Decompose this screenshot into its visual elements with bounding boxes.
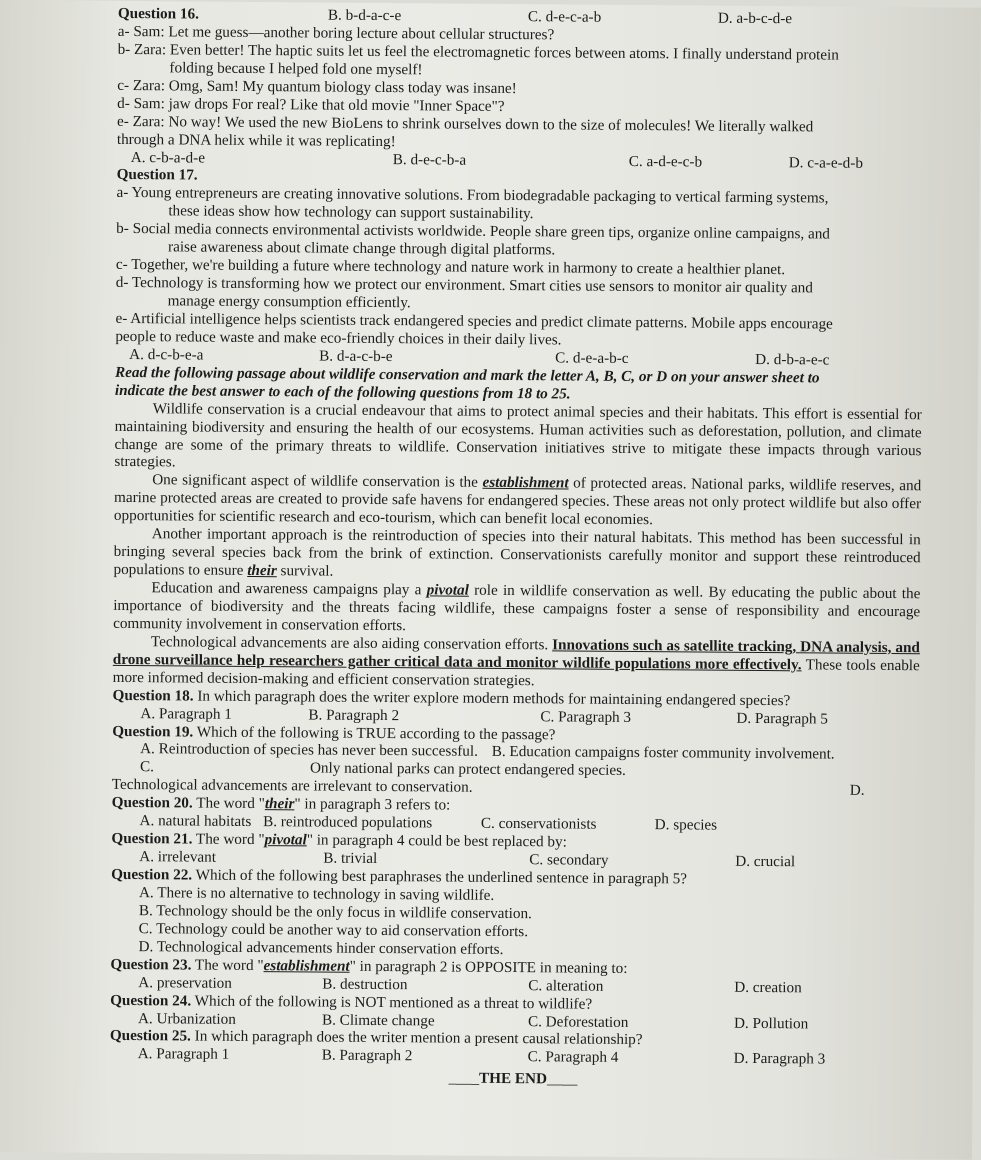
q18-option-d[interactable]: D. Paragraph 5 xyxy=(736,709,828,728)
q20-title: Question 20. xyxy=(111,794,193,812)
q24-title: Question 24. xyxy=(110,991,192,1010)
q16-line-a: a- Sam: Let me guess—another boring lecture about cellular structures? xyxy=(117,22,555,44)
q16-line-c: c- Zara: Omg, Sam! My quantum biology class today was insane! xyxy=(117,76,517,97)
q15-option-c: C. d-e-c-a-b xyxy=(527,8,602,26)
p3-text-post: survival. xyxy=(276,562,334,580)
q24-option-b[interactable]: B. Climate change xyxy=(321,1011,435,1029)
q21-option-d[interactable]: D. crucial xyxy=(735,852,796,871)
q15-option-d: D. a-b-c-d-e xyxy=(717,9,793,28)
q25-option-d[interactable]: D. Paragraph 3 xyxy=(733,1050,826,1068)
q16-option-a[interactable]: A. c-b-a-d-e xyxy=(130,148,206,167)
p5-text-pre: Technological advancements are also aiding conservation efforts. xyxy=(150,633,553,654)
q24-option-a[interactable]: A. Urbanization xyxy=(137,1009,236,1028)
p4-text-post: role in wildlife conservation as well. By educating the public about the importance of biodiversity and the threats facing wildlife, these campaigns foster a sense of responsibility and encourage community involvement in conservation efforts. xyxy=(113,581,921,635)
q25-option-c[interactable]: C. Paragraph 4 xyxy=(527,1048,619,1067)
q22-text: Which of the following best paraphrases the underlined sentence in paragraph 5? xyxy=(192,866,688,888)
q18-option-c[interactable]: C. Paragraph 3 xyxy=(540,707,632,726)
q22-title: Question 22. xyxy=(111,865,193,884)
q17-line-a-cont: these ideas show how technology can support sustainability. xyxy=(168,202,534,223)
q25-option-a[interactable]: A. Paragraph 1 xyxy=(137,1045,230,1064)
q17-line-b-cont: raise awareness about climate change through digital platforms. xyxy=(167,238,556,259)
q17-line-c: c- Together, we're building a future where technology and nature work in harmony to create a healthier planet. xyxy=(115,256,786,279)
q16-option-d[interactable]: D. c-a-e-d-b xyxy=(788,153,864,172)
q23-title: Question 23. xyxy=(110,955,192,974)
q17-option-d[interactable]: D. d-b-a-e-c xyxy=(755,350,830,369)
p5-underlined-sentence: Innovations such as satellite tracking, DNA analysis, and drone surveillance help researchers gather critical data and monitor wildlife populations more effectively. xyxy=(112,636,920,674)
q20-option-a[interactable]: A. natural habitats xyxy=(139,812,252,831)
q21-option-a[interactable]: A. irrelevant xyxy=(139,848,217,866)
q21-text-post: " in paragraph 4 could be best replaced by: xyxy=(306,831,567,851)
q20-keyword: their xyxy=(264,795,295,813)
p5-text-post: These tools enable more informed decision-making and efficient conservation strategies. xyxy=(112,656,920,689)
q21-text-pre: The word " xyxy=(192,830,265,849)
q16-option-b[interactable]: B. d-e-c-b-a xyxy=(392,150,467,169)
q20-option-d[interactable]: D. species xyxy=(654,816,718,834)
q17-line-b: b- Social media connects environmental activists worldwide. People share green tips, organize online campaigns, and xyxy=(116,220,831,243)
p2-text-post: of protected areas. National parks, wildlife reserves, and marine protected areas are created to provide safe havens for endangered species. These areas not only protect wildlife but also offer opportunities for scientific research and eco-tourism, which can benefit local economies. xyxy=(113,474,922,529)
q17-title: Question 17. xyxy=(116,166,198,184)
q18-option-b[interactable]: B. Paragraph 2 xyxy=(308,706,400,724)
q17-line-e-cont: people to reduce waste and make eco-friendly choices in their daily lives. xyxy=(115,327,562,349)
q15-option-b: B. b-d-a-c-e xyxy=(327,6,402,25)
q20-text-post: " in paragraph 3 refers to: xyxy=(294,795,451,814)
q20-option-b[interactable]: B. reintroduced populations xyxy=(263,813,433,832)
q25-text: In which paragraph does the writer mention a present causal relationship? xyxy=(190,1027,643,1049)
q16-line-d: d- Sam: jaw drops For real? Like that old movie "Inner Space"? xyxy=(117,94,505,115)
q21-title: Question 21. xyxy=(111,830,193,848)
passage-paragraph-3 xyxy=(113,525,920,585)
passage-paragraph-2 xyxy=(114,471,921,531)
p2-text-pre: One significant aspect of wildlife conservation is the xyxy=(152,471,483,492)
q25-option-b[interactable]: B. Paragraph 2 xyxy=(321,1046,413,1065)
p4-text-pre: Education and awareness campaigns play a xyxy=(151,579,427,599)
q16-title: Question 16. xyxy=(117,4,199,23)
q21-option-b[interactable]: B. trivial xyxy=(323,849,378,868)
q17-line-e: e- Artificial intelligence helps scientists track endangered species and predict climate patterns. Mobile apps encourage xyxy=(115,309,833,333)
q23-option-c[interactable]: C. alteration xyxy=(528,976,604,995)
q23-option-d[interactable]: D. creation xyxy=(734,978,802,996)
q22-option-d[interactable]: D. Technological advancements hinder conservation efforts. xyxy=(138,937,504,958)
q24-option-d[interactable]: D. Pollution xyxy=(733,1014,809,1032)
q17-option-c[interactable]: C. d-e-a-b-c xyxy=(555,349,629,367)
p3-text-pre: Another important approach is the reintroduction of species into their natural habitats. This method has been successful in bringing several species back from the brink of extinction. Conservationists carefully monitor and support these reintroduced populations to ensure xyxy=(113,525,921,580)
q18-option-a[interactable]: A. Paragraph 1 xyxy=(140,704,232,723)
reading-instruction: Read the following passage about wildlife conservation and mark the letter A, B, C, or D on your answer sheet to xyxy=(115,363,820,387)
q18-title: Question 18. xyxy=(112,686,194,705)
q19-option-a[interactable]: A. Reintroduction of species has never been successful. xyxy=(140,740,479,761)
q18-text: In which paragraph does the writer explore modern methods for maintaining endangered species? xyxy=(193,687,791,709)
p4-keyword: pivotal xyxy=(426,581,469,599)
reading-instruction-cont: indicate the best answer to each of the following questions from 18 to 25. xyxy=(114,381,571,403)
q17-line-d: d- Technology is transforming how we protect our environment. Smart cities use sensors to monitor air quality and xyxy=(115,273,813,297)
q19-option-c[interactable]: Only national parks can protect endangered species. xyxy=(309,759,626,780)
q19-option-d-label[interactable]: D. xyxy=(849,782,865,800)
q23-option-a[interactable]: A. preservation xyxy=(138,973,232,992)
passage-paragraph-4 xyxy=(113,579,920,639)
q25-title: Question 25. xyxy=(109,1027,191,1045)
passage-paragraph-5 xyxy=(113,633,920,693)
p3-keyword: their xyxy=(247,562,277,580)
q23-text-pre: The word " xyxy=(191,956,264,974)
q24-option-c[interactable]: C. Deforestation xyxy=(527,1012,629,1031)
q22-option-b[interactable]: B. Technology should be the only focus in wildlife conservation. xyxy=(138,901,532,923)
q17-option-b[interactable]: B. d-a-c-b-e xyxy=(319,347,393,365)
q19-text: Which of the following is TRUE according to the passage? xyxy=(193,723,556,743)
q23-text-post: " in paragraph 2 is OPPOSITE in meaning to: xyxy=(349,957,628,977)
q23-option-b[interactable]: B. destruction xyxy=(322,975,408,993)
q19-option-b[interactable]: B. Education campaigns foster community involvement. xyxy=(491,743,835,764)
q22-option-a[interactable]: A. There is no alternative to technology in saving wildlife. xyxy=(138,884,495,904)
q16-line-b-cont: folding because I helped fold one myself! xyxy=(169,59,423,79)
q24-text: Which of the following is NOT mentioned as a threat to wildlife? xyxy=(191,992,593,1013)
q17-line-a: a- Young entrepreneurs are creating innovative solutions. From biodegradable packaging to vertical farming systems, xyxy=(116,184,829,207)
q21-keyword: pivotal xyxy=(264,831,307,849)
q16-option-c[interactable]: C. a-d-e-c-b xyxy=(628,152,703,171)
q16-line-e: e- Zara: No way! We used the new BioLens to shrink ourselves down to the size of molecules! We literally walked xyxy=(116,112,814,136)
q17-option-a[interactable]: A. d-c-b-e-a xyxy=(129,345,204,364)
q16-line-b: b- Zara: Even better! The haptic suits let us feel the electromagnetic forces between atoms. I finally understand protein xyxy=(117,40,839,64)
q21-option-c[interactable]: C. secondary xyxy=(529,851,609,869)
the-end-footer: ____ THE END ____ xyxy=(109,1067,916,1091)
q16-line-e-cont: through a DNA helix while it was replicating! xyxy=(116,130,396,150)
passage-paragraph-1: Wildlife conservation is a crucial endeavour that aims to protect animal species and their habitats. This effort is essential for maintaining biodiversity and ensuring the health of our ecosystems. Human activities such as deforestation, pollution, and climate change are some of the primary threats to wildlife. Conservation initiatives strive to mitigate these impacts through various strategies. xyxy=(114,399,922,471)
q20-text-pre: The word " xyxy=(192,794,265,813)
q20-option-c[interactable]: C. conservationists xyxy=(480,814,597,833)
q17-line-d-cont: manage energy consumption efficiently. xyxy=(167,292,411,312)
q23-keyword: establishment xyxy=(263,956,350,975)
p2-keyword: establishment xyxy=(482,474,569,492)
q19-title: Question 19. xyxy=(112,722,194,741)
q19-option-c-label[interactable]: C. xyxy=(139,758,154,776)
q19-option-d[interactable]: Technological advancements are irrelevant to conservation. xyxy=(111,776,473,797)
q22-option-c[interactable]: C. Technology could be another way to aid conservation efforts. xyxy=(138,919,529,940)
